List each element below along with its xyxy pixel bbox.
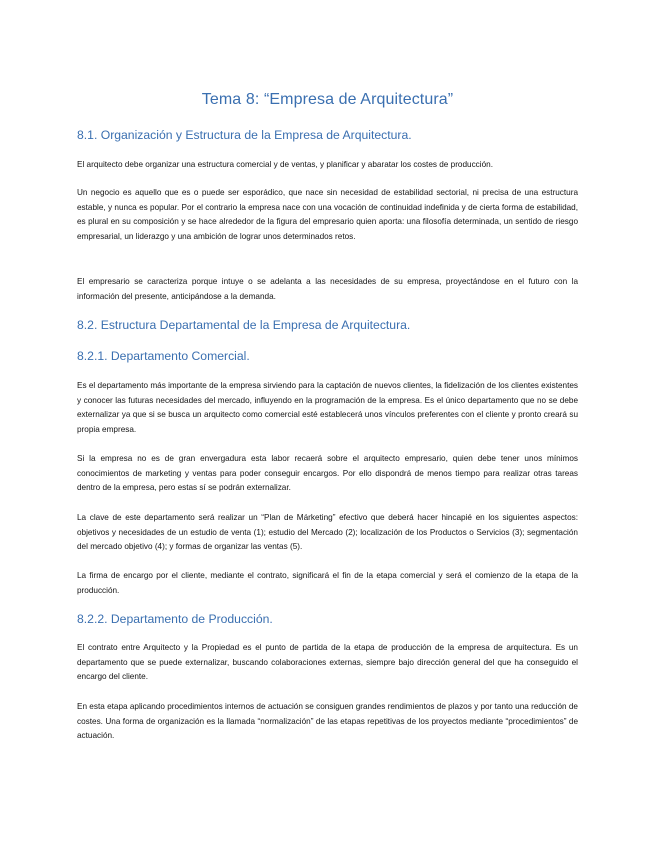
- paragraph: La firma de encargo por el cliente, mediante el contrato, significará el fin de la etapa comercial y será el comienzo de la etapa de la producción.: [77, 571, 578, 595]
- section-heading-8-2: 8.2. Estructura Departamental de la Empresa de Arquitectura.: [77, 318, 411, 332]
- paragraph: El empresario se caracteriza porque intuye o se adelanta a las necesidades de su empresa, proyectándose en el futuro con la información del presente, anticipándose a la demanda.: [77, 277, 578, 301]
- paragraph: Es el departamento más importante de la empresa sirviendo para la captación de nuevos clientes, la fidelización de los clientes existentes y conocer las futuras necesidades del mercado, influyendo en la programación de la empresa. Es el único departamento que no se debe externalizar ya que si se busca un arquitecto como comercial esté establecerá unos vínculos preferentes con el cliente y pronto creará su propia empresa.: [77, 381, 578, 434]
- paragraph: Si la empresa no es de gran envergadura esta labor recaerá sobre el arquitecto empresario, quien debe tener unos mínimos conocimientos de marketing y ventas para poder conseguir encargos. Por ello dispondrá de menos tiempo para realizar otras tareas dentro de la empresa, pero estas sí se podrán externalizar.: [77, 454, 578, 493]
- paragraph: El contrato entre Arquitecto y la Propiedad es el punto de partida de la etapa de producción de la empresa de arquitectura. Es un departamento que se puede externalizar, buscando colaboraciones externas, siempre bajo dirección general del que ha conseguido el encargo del cliente.: [77, 643, 578, 682]
- document-title: Tema 8: “Empresa de Arquitectura”: [201, 91, 454, 108]
- section-heading-8-1: 8.1. Organización y Estructura de la Empresa de Arquitectura.: [77, 128, 412, 142]
- section-heading-8-2-1: 8.2.1. Departamento Comercial.: [77, 349, 250, 363]
- paragraph: En esta etapa aplicando procedimientos internos de actuación se consiguen grandes rendimientos de plazos y por tanto una reducción de costes. Una forma de organización es la llamada “normalización” de las etapas repetitivas de los proyectos mediante “procedimientos” de actuación.: [77, 702, 578, 741]
- paragraph: Un negocio es aquello que es o puede ser esporádico, que nace sin necesidad de estabilidad sectorial, ni precisa de una estructura estable, y nunca es popular. Por el contrario la empresa nace con una vocación de continuidad indefinida y de cierta forma de estabilidad, es plural en su composición y se hace alrededor de la figura del empresario quien aporta: una filosofía determinada, un sentido de riesgo empresarial, un liderazgo y una ambición de lograr unos determinados retos.: [77, 188, 578, 241]
- paragraph: El arquitecto debe organizar una estructura comercial y de ventas, y planificar y abaratar los costes de producción.: [77, 160, 493, 169]
- section-heading-8-2-2: 8.2.2. Departamento de Producción.: [77, 612, 273, 626]
- paragraph: La clave de este departamento será realizar un “Plan de Márketing” efectivo que deberá hacer hincapié en los siguientes aspectos: objetivos y necesidades de un estudio de venta (1); estudio del Mercado (2); localización de los Productos o Servicios (3); segmentación del mercado objetivo (4); y formas de organizar las ventas (5).: [77, 513, 578, 552]
